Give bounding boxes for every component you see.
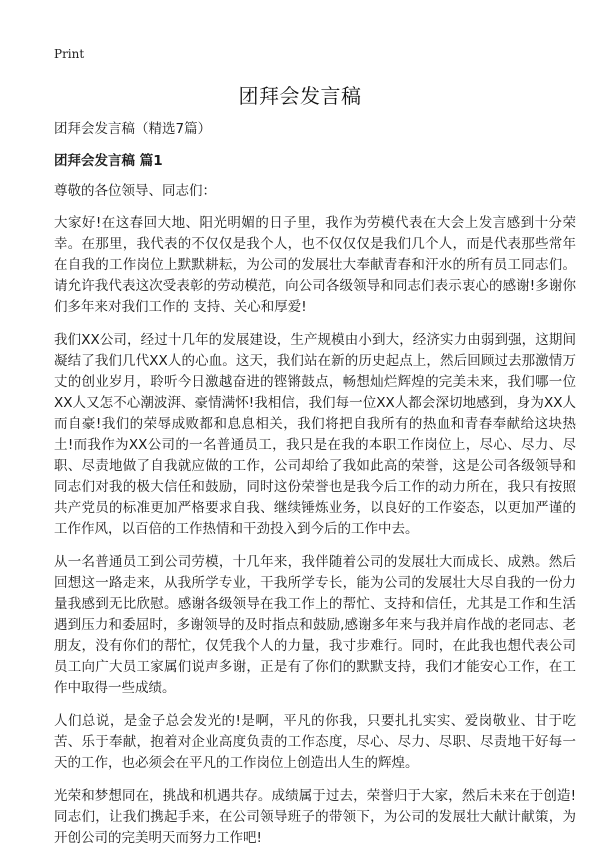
paragraph: 大家好!在这春回大地、阳光明媚的日子里，我作为劳模代表在大会上发言感到十分荣幸。在那里，我代表的不仅仅是我个人，也不仅仅仅是我们几个人，而是代表那些常年在自我的工作岗位上默默耕耘，为公司的发展壮大奉献青春和汗水的所有员工同志们。请允许我代表这次受表彰的劳动模范，向公司各级领导和同志们表示衷心的感谢!多谢你们多年来对我们工作的 支持、关心和厚爱! (54, 215, 576, 315)
print-label[interactable]: Print (54, 47, 85, 61)
paragraph: 从一名普通员工到公司劳模，十几年来，我伴随着公司的发展壮大而成长、成熟。然后回想这一路走来，从我所学专业，干我所学专长，能为公司的发展壮大尽自我的一份力量我感到无比欣慰。感谢各级领导在我工作上的帮忙、支持和信任，尤其是工作和生活遇到压力和委屈时，多谢领导的及时指点和鼓励,感谢多年来与我并肩作战的老同志、老朋友，没有你们的帮忙，仅凭我个人的力量，我寸步难行。同时，在此我也想代表公司员工向广大员工家属们说声多谢，正是有了你们的默默支持，我们才能安心工作，在工作中取得一些成绩。 (54, 554, 576, 696)
document-title: 团拜会发言稿 (238, 84, 362, 108)
paragraph: 光荣和梦想同在，挑战和机遇共存。成绩属于过去，荣誉归于大家，然后未来在于创造!同志们，让我们携起手来，在公司领导班子的带领下，为公司的发展壮大献计献策，为开创公司的完美明天而努力工作吧! (54, 788, 576, 846)
paragraph: 我们XX公司，经过十几年的发展建设，生产规模由小到大，经济实力由弱到强，这期间凝结了我们几代XX人的心血。这天，我们站在新的历史起点上，然后回顾过去那激情万丈的创业岁月，聆听今日激越奋进的铿锵鼓点，畅想灿烂辉煌的完美未来，我们哪一位XX人又怎不心潮波湃、豪情满怀!我相信，我们每一位XX人都会深切地感到，身为XX人而自豪!我们的荣辱成败都和息息相关，我们将把自我所有的热血和青春奉献给这块热土!而我作为XX公司的一名普通员工，我只是在我的本职工作岗位上，尽心、尽力、尽职、尽责地做了自我就应做的工作，公司却给了我如此高的荣誉，这是公司各级领导和同志们对我的极大信任和鼓励，同时这份荣誉也是我今后工作的动力所在，我只有按照共产党员的标准更加严格要求自我、继续锤炼业务，以良好的工作姿态，以更加严谨的工作作风，以百倍的工作热情和干劲投入到今后的工作中去。 (54, 332, 576, 537)
document-body (54, 119, 576, 861)
section-heading: 团拜会发言稿 篇1 (54, 153, 163, 169)
document-subtitle: 团拜会发言稿（精选7篇） (54, 121, 212, 137)
salutation: 尊敬的各位领导、同志们： (54, 183, 216, 199)
paragraph: 人们总说，是金子总会发光的!是啊，平凡的你我，只要扎扎实实、爱岗敬业、甘于吃苦、乐于奉献，抱着对企业高度负责的工作态度，尽心、尽力、尽职、尽责地干好每一天的工作，也必须会在平凡的工作岗位上创造出人生的辉煌。 (54, 713, 576, 771)
